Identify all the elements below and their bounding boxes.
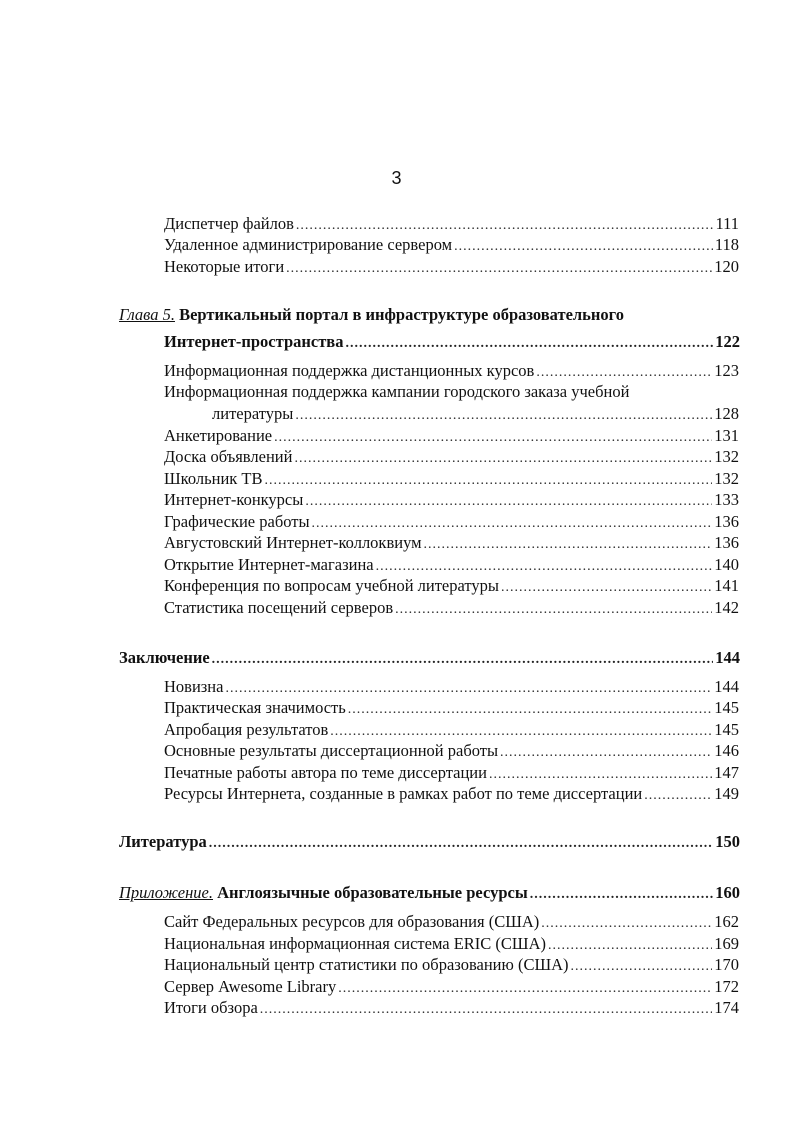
toc-entry-page: 136: [714, 512, 739, 531]
toc-entry-title: Информационная поддержка дистанционных курсов: [164, 361, 535, 380]
toc-entry[interactable]: [164, 762, 739, 784]
leader-dots: [541, 913, 712, 933]
leader-dots: [345, 333, 713, 353]
section-title: Литература: [119, 832, 207, 851]
leader-dots: [571, 956, 713, 976]
toc-entry[interactable]: [164, 532, 739, 554]
toc-entry[interactable]: [164, 676, 739, 698]
toc-entry[interactable]: [164, 597, 739, 619]
toc-entry-page: 170: [714, 955, 739, 974]
toc-entry-title: Новизна: [164, 677, 224, 696]
toc-entry-page: 141: [714, 576, 739, 595]
toc-entry-page: 118: [714, 235, 739, 254]
toc-entry-title: Диспетчер файлов: [164, 214, 294, 233]
appendix-title: [119, 882, 528, 904]
appendix-prefix: Приложение.: [119, 883, 213, 902]
toc-entry-title: Августовский Интернет-коллоквиум: [164, 533, 422, 552]
toc-entry-title: Конференция по вопросам учебной литературы: [164, 576, 499, 595]
toc-entry-title: Итоги обзора: [164, 998, 258, 1017]
chapter-prefix: Глава 5.: [119, 305, 175, 324]
toc-entry-title: Апробация результатов: [164, 720, 329, 739]
toc-entry-page: 132: [714, 447, 739, 466]
leader-dots: [286, 258, 712, 278]
toc-entry[interactable]: [164, 933, 739, 955]
toc-entry-title: Практическая значимость: [164, 698, 346, 717]
toc-entry[interactable]: [164, 256, 739, 278]
leader-dots: [338, 978, 712, 998]
leader-dots: [530, 884, 714, 904]
leader-dots: [536, 362, 712, 382]
section-title: Заключение: [119, 648, 210, 667]
leader-dots: [209, 833, 713, 853]
toc-entry-title: Доска объявлений: [164, 447, 293, 466]
toc-entry[interactable]: [164, 976, 739, 998]
toc-entry-title: Национальный центр статистики по образованию (США): [164, 955, 569, 974]
section-page: 150: [715, 832, 740, 851]
toc-entry-title: Школьник ТВ: [164, 469, 263, 488]
toc-entry-page: 142: [714, 598, 739, 617]
chapter-page: 122: [715, 332, 740, 351]
toc-entry-page: 136: [714, 533, 739, 552]
leader-dots: [489, 764, 712, 784]
toc-entry-title: Некоторые итоги: [164, 257, 285, 276]
toc-entry-page: 162: [714, 912, 739, 931]
leader-dots: [348, 699, 712, 719]
toc-entry[interactable]: [164, 468, 739, 490]
toc-entry[interactable]: [164, 911, 739, 933]
leader-dots: [295, 405, 712, 425]
toc-entry-title: Удаленное администрирование сервером: [164, 235, 453, 254]
leader-dots: [265, 470, 713, 490]
toc-entry-page: 174: [714, 998, 739, 1017]
toc-entry-page: 145: [714, 698, 739, 717]
toc-entry-title: Ресурсы Интернета, созданные в рамках работ по теме диссертации: [164, 784, 643, 803]
toc-entry-page: 144: [714, 677, 739, 696]
toc-entry-title: Печатные работы автора по теме диссертации: [164, 763, 487, 782]
toc-entry-page: 147: [714, 763, 739, 782]
toc-entry-page: 123: [714, 361, 739, 380]
toc-entry[interactable]: [164, 511, 739, 533]
leader-dots: [212, 649, 714, 669]
toc-entry[interactable]: [164, 783, 739, 805]
leader-dots: [376, 556, 713, 576]
leader-dots: [501, 577, 712, 597]
toc-entry-title[interactable]: Информационная поддержка кампании городского заказа учебной: [164, 382, 630, 401]
toc-entry-title: Сервер Awesome Library: [164, 977, 337, 996]
toc-entry[interactable]: [164, 446, 739, 468]
leader-dots: [225, 678, 712, 698]
appendix-heading[interactable]: [119, 882, 740, 904]
leader-dots: [395, 599, 712, 619]
toc-entry-page: 128: [714, 404, 739, 423]
toc-entry[interactable]: [212, 403, 739, 425]
toc-entry[interactable]: [164, 575, 739, 597]
leader-dots: [274, 427, 712, 447]
toc-entry[interactable]: [164, 954, 739, 976]
appendix-title-text: Англоязычные образовательные ресурсы: [217, 883, 528, 902]
page-number: 3: [391, 168, 402, 188]
appendix-page: 160: [715, 883, 740, 902]
toc-entry-page: 172: [714, 977, 739, 996]
chapter-title: Вертикальный портал в инфраструктуре образовательного: [179, 305, 624, 324]
toc-entry-title: Интернет-конкурсы: [164, 490, 304, 509]
toc-entry-page: 120: [714, 257, 739, 276]
section-page: 144: [715, 648, 740, 667]
chapter-heading-continued[interactable]: [164, 331, 740, 353]
toc-entry-page: 133: [714, 490, 739, 509]
toc-entry-page: 140: [714, 555, 739, 574]
toc-entry[interactable]: [164, 360, 739, 382]
toc-entry-page: 111: [715, 214, 739, 233]
toc-entry-page: 146: [714, 741, 739, 760]
leader-dots: [305, 491, 712, 511]
leader-dots: [500, 742, 712, 762]
chapter-heading[interactable]: [119, 304, 624, 326]
toc-entry-title: Основные результаты диссертационной работы: [164, 741, 499, 760]
toc-entry[interactable]: [164, 997, 739, 1019]
leader-dots: [312, 513, 713, 533]
toc-entry-page: 132: [714, 469, 739, 488]
toc-entry[interactable]: [164, 719, 739, 741]
leader-dots: [260, 999, 712, 1019]
toc-entry-title: Графические работы: [164, 512, 310, 531]
toc-entry[interactable]: [164, 234, 739, 256]
toc-entry[interactable]: [164, 697, 739, 719]
leader-dots: [644, 785, 712, 805]
toc-entry-title: Статистика посещений серверов: [164, 598, 394, 617]
toc-entry-title-continued: литературы: [212, 404, 294, 423]
leader-dots: [294, 448, 712, 468]
toc-entry[interactable]: [164, 554, 739, 576]
leader-dots: [548, 935, 712, 955]
leader-dots: [296, 215, 714, 235]
section-heading[interactable]: [119, 831, 740, 853]
toc-entry-page: 149: [714, 784, 739, 803]
leader-dots: [330, 721, 712, 741]
section-heading[interactable]: [119, 647, 740, 669]
toc-entry[interactable]: [164, 489, 739, 511]
toc-entry-page: 145: [714, 720, 739, 739]
toc-entry-title: Национальная информационная система ERIC (США): [164, 934, 546, 953]
toc-entry[interactable]: [164, 213, 739, 235]
toc-entry[interactable]: [164, 425, 739, 447]
toc-entry-page: 169: [714, 934, 739, 953]
leader-dots: [454, 236, 713, 256]
toc-entry[interactable]: [164, 740, 739, 762]
chapter-title-continued: Интернет-пространства: [164, 332, 344, 351]
toc-entry-title: Анкетирование: [164, 426, 273, 445]
toc-entry-title: Сайт Федеральных ресурсов для образования (США): [164, 912, 540, 931]
toc-entry-title: Открытие Интернет-магазина: [164, 555, 374, 574]
toc-entry-page: 131: [714, 426, 739, 445]
leader-dots: [424, 534, 713, 554]
